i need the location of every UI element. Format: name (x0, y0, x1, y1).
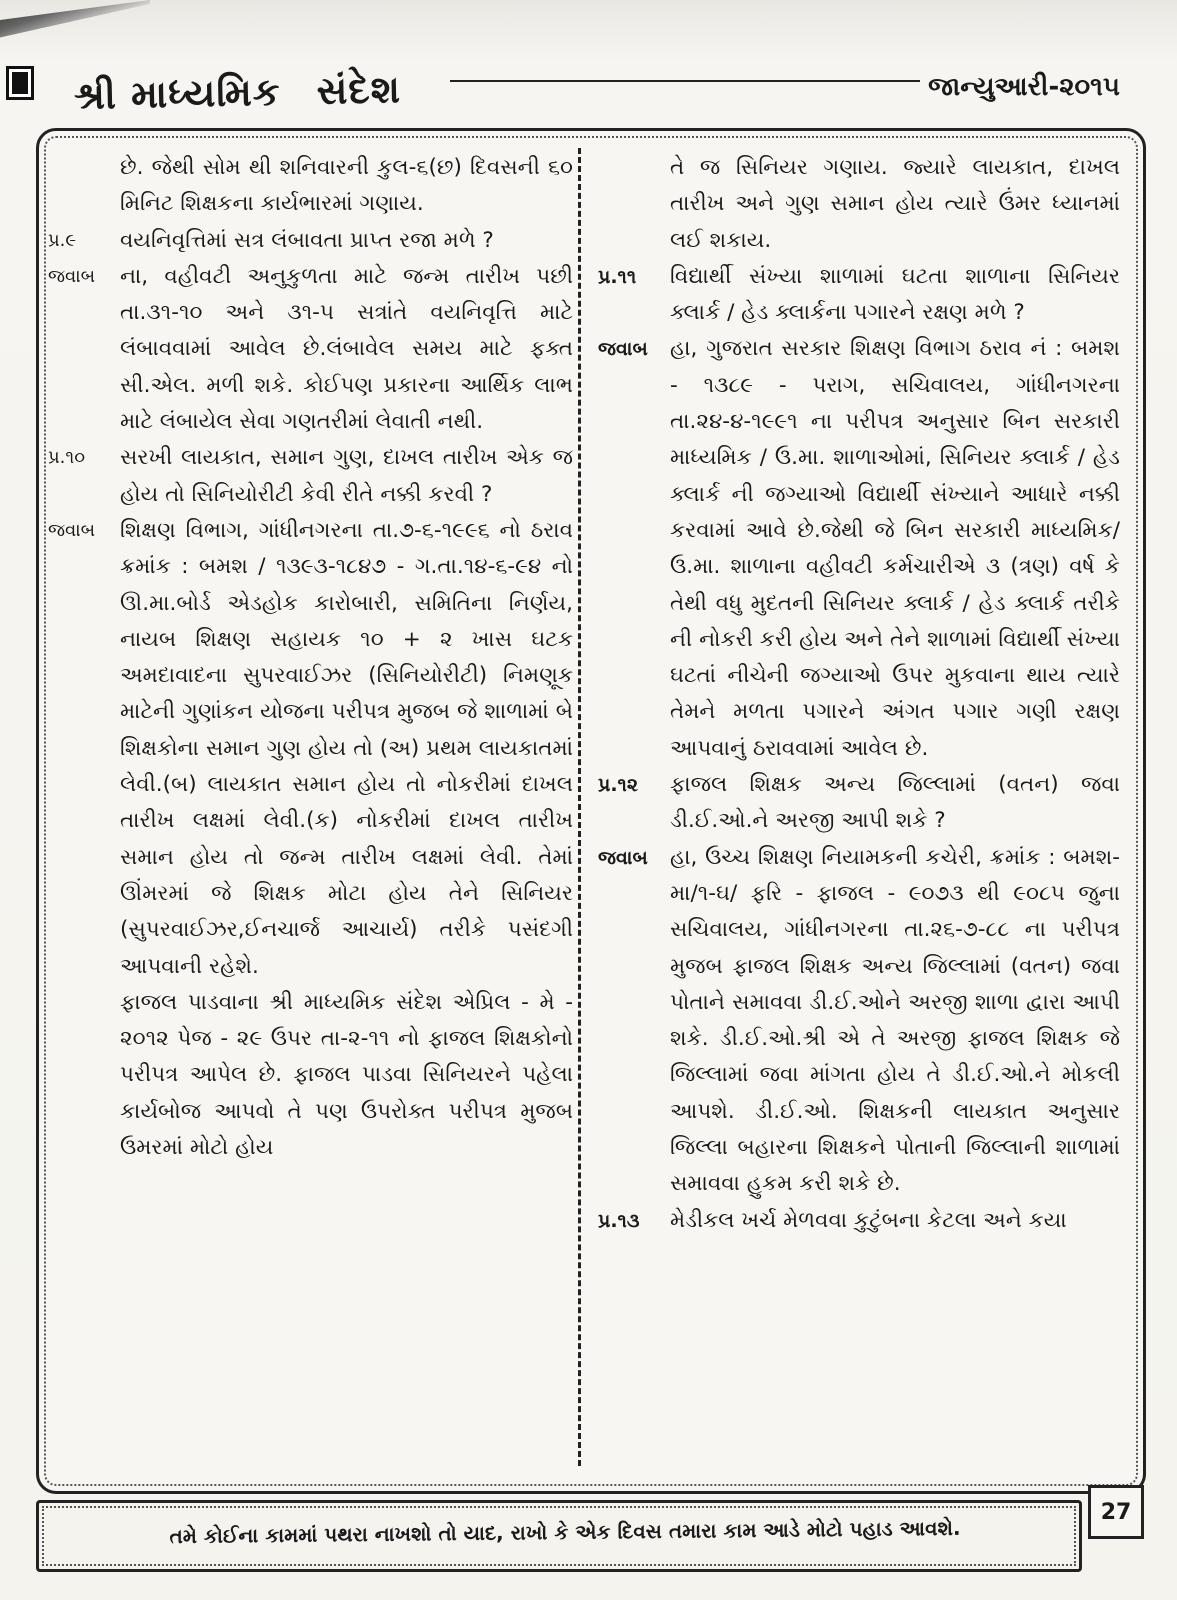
question-label: પ્ર.૧૨ (598, 774, 639, 797)
question-10 (48, 440, 573, 513)
issue-date: જાન્યુઆરી-૨૦૧૫ (928, 72, 1120, 102)
answer-label: જવાબ (48, 265, 96, 287)
question-13 (598, 1203, 1120, 1239)
column-divider (578, 148, 581, 1466)
answer-label: જવાબ (598, 338, 648, 361)
answer-text: હા, ગુજરાત સરકાર શિક્ષણ વિભાગ ઠરાવ નં : બમશ - ૧૩૮૯ - પરાગ, સચિવાલય, ગાંધીનગરના તા.૨૪-૪-૧૯૯૧ ના પરીપત્ર અનુસાર બિન સરકારી માધ્યમિક / ઉ.મા. શાળાઓમાં, સિનિયર ક્લાર્ક / હેડ ક્લાર્ક ની જગ્યાઓ વિદ્યાર્થી સંખ્યાને આધારે નક્કી કરવામાં આવે છે.જેથી જે બિન સરકારી માધ્યમિક/ઉ.મા. શાળાના વહીવટી કર્મચારીએ ૩ (ત્રણ) વર્ષ કે તેથી વધુ મુદતની સિનિયર ક્લાર્ક / હેડ ક્લાર્ક તરીકે ની નોકરી કરી હોય અને તેને શાળામાં વિદ્યાર્થી સંખ્યા ઘટતાં નીચેની જગ્યાઓ ઉપર મુકવાના થાય ત્યારે તેમને મળતા પગારને અંગત પગાર ગણી રક્ષણ આપવાનું ઠરાવવામાં આવેલ છે. (670, 336, 1120, 761)
question-text: વિદ્યાર્થી સંખ્યા શાળામાં ઘટતા શાળાના સિનિયર ક્લાર્ક / હેડ ક્લાર્કના પગારને રક્ષણ મળે ? (670, 263, 1120, 326)
continued-paragraph: છે. જેથી સોમ થી શનિવારની કુલ-૬(છ) દિવસની ૬૦ મિનિટ શિક્ષકના કાર્યભારમાં ગણાય. (120, 155, 573, 217)
answer-9 (48, 259, 573, 440)
right-column (598, 150, 1120, 1239)
answer-text: શિક્ષણ વિભાગ, ગાંધીનગરના તા.૭-૬-૧૯૯૬ નો ઠરાવ ક્રમાંક : બમશ / ૧૩૯૩-૧૮૪૭ - ગ.તા.૧૪-૬-૯૪ નો ઊ.મા.બોર્ડ એડહોક કારોબારી, સમિતિના નિર્ણય, નાયબ શિક્ષણ સહાયક ૧૦ + ૨ ખાસ ઘટક અમદાવાદના સુપરવાઈઝર (સિનિયોરીટી) નિમણૂક માટેની ગુણાંકન યોજના પરીપત્ર મુજબ જે શાળામાં બે શિક્ષકોના સમાન ગુણ હોય તો (અ) પ્રથમ લાયકાતમાં લેવી.(બ) લાયકાત સમાન હોય તો નોકરીમાં દાખલ તારીખ લક્ષમાં લેવી.(ક) નોકરીમાં દાખલ તારીખ સમાન હોય તો જન્મ તારીખ લક્ષમાં લેવી. તેમાં ઊંમરમાં જે શિક્ષક મોટા હોય તેને સિનિયર (સુપરવાઈઝર,ઈનચાર્જ આચાર્ય) તરીકે પસંદગી આપવાની રહેશે. (120, 517, 573, 979)
footer-quote: તમે કોઈના કામમાં પથરા નાખશો તો યાદ, રાખો કે એક દિવસ તમારા કામ આડે મોટો પહાડ આવશે. (169, 1515, 961, 1549)
header-rule (450, 80, 920, 82)
question-label: પ્ર.૧૦ (48, 447, 86, 469)
continued-paragraph: તે જ સિનિયર ગણાય. જ્યારે લાયકાત, દાખલ તારીખ અને ગુણ સમાન હોય ત્યારે ઉંમર ધ્યાનમાં લઈ શકાય. (670, 155, 1120, 253)
header-square-icon (6, 66, 34, 100)
magazine-title-part1: શ્રી માધ્યમિક (73, 69, 282, 118)
left-column (48, 150, 573, 1166)
question-9 (48, 223, 573, 259)
page-header (30, 66, 1150, 126)
question-text: વયનિવૃત્તિમાં સત્ર લંબાવતા પ્રાપ્ત રજા મળે ? (120, 227, 494, 253)
answer-text: ના, વહીવટી અનુકુળતા માટે જન્મ તારીખ પછી તા.૩૧-૧૦ અને ૩૧-૫ સત્રાંતે વયનિવૃત્તિ માટે લંબાવવામાં આવેલ છે.લંબાવેલ સમય માટે ફક્ત સી.એલ. મળી શકે. કોઈપણ પ્રકારના આર્થિક લાભ માટે લંબાયેલ સેવા ગણતરીમાં લેવાતી નથી. (120, 263, 573, 435)
question-text: ફાજલ શિક્ષક અન્ય જિલ્લામાં (વતન) જવા ડી.ઈ.ઓ.ને અરજી આપી શકે ? (670, 772, 1120, 834)
page-number: 27 (1088, 1485, 1144, 1539)
answer-10 (48, 513, 573, 985)
magazine-title (74, 67, 402, 119)
question-text: મેડીકલ ખર્ચ મેળવવા કુટુંબના કેટલા અને કયા (670, 1207, 1067, 1233)
magazine-title-part2: સંદેશ (316, 67, 402, 113)
note-paragraph: ફાજલ પાડવાના શ્રી માધ્યમિક સંદેશ એપ્રિલ - મે - ૨૦૧૨ પેજ - ૨૯ ઉપર તા-૨-૧૧ નો ફાજલ શિક્ષકોનો પરીપત્ર આપેલ છે. ફાજલ પાડવા સિનિયરને પહેલા કાર્યબોજ આપવો તે પણ ઉપરોક્ત પરીપત્ર મુજબ ઉમરમાં મોટો હોય (120, 989, 573, 1161)
question-text: સરખી લાયકાત, સમાન ગુણ, દાખલ તારીખ એક જ હોય તો સિનિયોરીટી કેવી રીતે નક્કી કરવી ? (120, 445, 573, 507)
question-label: પ્ર.૯ (48, 229, 77, 251)
question-11 (598, 259, 1120, 332)
answer-text: હા, ઉચ્ચ શિક્ષણ નિયામકની કચેરી, ક્રમાંક : બમશ-મા/૧-ઘ/ ફરિ - ફાજલ - ૯૦૭૩ થી ૯૦૮૫ જુના સચિવાલય, ગાંધીનગરના તા.૨૬-૭-૮૮ ના પરીપત્ર મુજબ ફાજલ શિક્ષક અન્ય જિલ્લામાં (વતન) જવા પોતાને સમાવવા ડી.ઈ.ઓને અરજી શાળા દ્વારા આપી શકે. ડી.ઈ.ઓ.શ્રી એ તે અરજી ફાજલ શિક્ષક જે જિલ્લામાં જવા માંગતા હોય તે ડી.ઈ.ઓ.ને મોકલી આપશે. ડી.ઈ.ઓ. શિક્ષકની લાયકાત અનુસાર જિલ્લા બહારના શિક્ષકને પોતાની જિલ્લાની શાળામાં સમાવવા હુકમ કરી શકે છે. (670, 844, 1120, 1197)
answer-12 (598, 840, 1120, 1203)
question-12 (598, 767, 1120, 840)
answer-11 (598, 331, 1120, 767)
question-label: પ્ર.૧૧ (598, 265, 637, 288)
answer-label: જવાબ (598, 846, 648, 869)
question-label: પ્ર.૧૩ (598, 1209, 640, 1232)
answer-label: જવાબ (48, 519, 96, 541)
